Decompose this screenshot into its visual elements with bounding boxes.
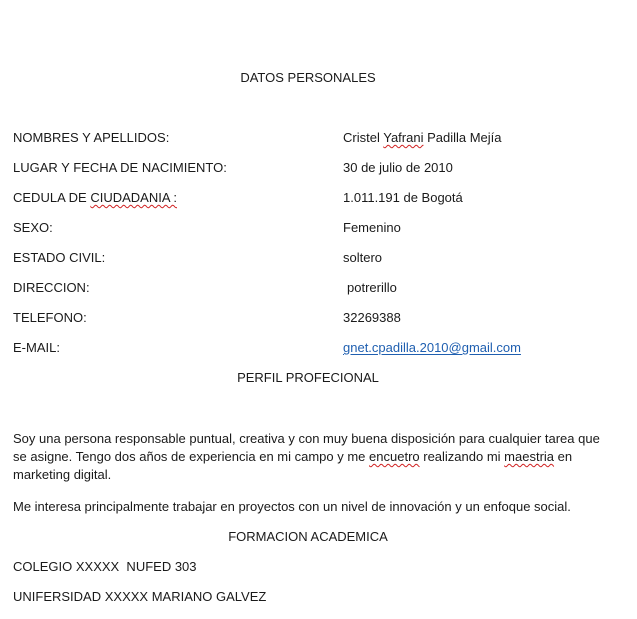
profile-paragraph-2 bbox=[13, 498, 613, 516]
phone-label: TELEFONO: bbox=[13, 310, 87, 325]
email-label: E-MAIL: bbox=[13, 340, 60, 355]
name-value bbox=[343, 130, 502, 146]
sex-label: SEXO: bbox=[13, 220, 53, 235]
profile-text-a: Soy una persona responsable puntual, creativa y con muy buena disposición para cualquier tarea que se asigne. Tengo dos años de experiencia en mi campo y me bbox=[13, 431, 600, 464]
field-row-email bbox=[13, 340, 623, 356]
field-row-civil bbox=[13, 250, 623, 266]
field-row-sex bbox=[13, 220, 623, 236]
profile-misspelled-2: maestria bbox=[504, 449, 555, 464]
profile-text-c: realizando mi bbox=[419, 449, 505, 464]
name-mid-misspelled: Yafrani bbox=[383, 130, 424, 145]
field-row-name bbox=[13, 130, 623, 146]
civil-value: soltero bbox=[343, 250, 383, 265]
education-school: COLEGIO XXXXX NUFED 303 bbox=[13, 559, 197, 574]
birth-label: LUGAR Y FECHA DE NACIMIENTO: bbox=[13, 160, 227, 175]
email-link[interactable]: gnet.cpadilla.2010@gmail.com bbox=[343, 340, 521, 355]
field-row-phone bbox=[13, 310, 623, 326]
profile-text-2: Me interesa principalmente trabajar en proyectos con un nivel de innovación y un enfoque social. bbox=[13, 499, 571, 514]
id-value: 1.011.191 de Bogotá bbox=[343, 190, 463, 205]
field-row-birth bbox=[13, 160, 623, 176]
profile-heading: PERFIL PROFECIONAL bbox=[237, 370, 379, 385]
name-first: Cristel bbox=[343, 130, 380, 145]
field-row-id bbox=[13, 190, 623, 206]
field-row-address bbox=[13, 280, 623, 296]
phone-value: 32269388 bbox=[343, 310, 401, 325]
civil-label: ESTADO CIVIL: bbox=[13, 250, 106, 265]
profile-misspelled-1: encuetro bbox=[369, 449, 420, 464]
profile-paragraph-1 bbox=[13, 430, 613, 484]
id-label-misspelled: CIUDADANIA : bbox=[90, 190, 177, 205]
address-value: potrerillo bbox=[347, 280, 397, 295]
education-heading: FORMACION ACADEMICA bbox=[228, 529, 388, 544]
id-label-pre: CEDULA DE bbox=[13, 190, 91, 205]
name-label: NOMBRES Y APELLIDOS: bbox=[13, 130, 170, 145]
education-university: UNIFERSIDAD XXXXX MARIANO GALVEZ bbox=[13, 589, 267, 604]
profile-text-e: en marketing digital. bbox=[13, 449, 573, 482]
address-label: DIRECCION: bbox=[13, 280, 90, 295]
birth-value: 30 de julio de 2010 bbox=[343, 160, 453, 175]
name-last: Padilla Mejía bbox=[427, 130, 502, 145]
id-label bbox=[13, 190, 177, 206]
sex-value: Femenino bbox=[343, 220, 401, 235]
personal-data-heading: DATOS PERSONALES bbox=[240, 70, 376, 85]
